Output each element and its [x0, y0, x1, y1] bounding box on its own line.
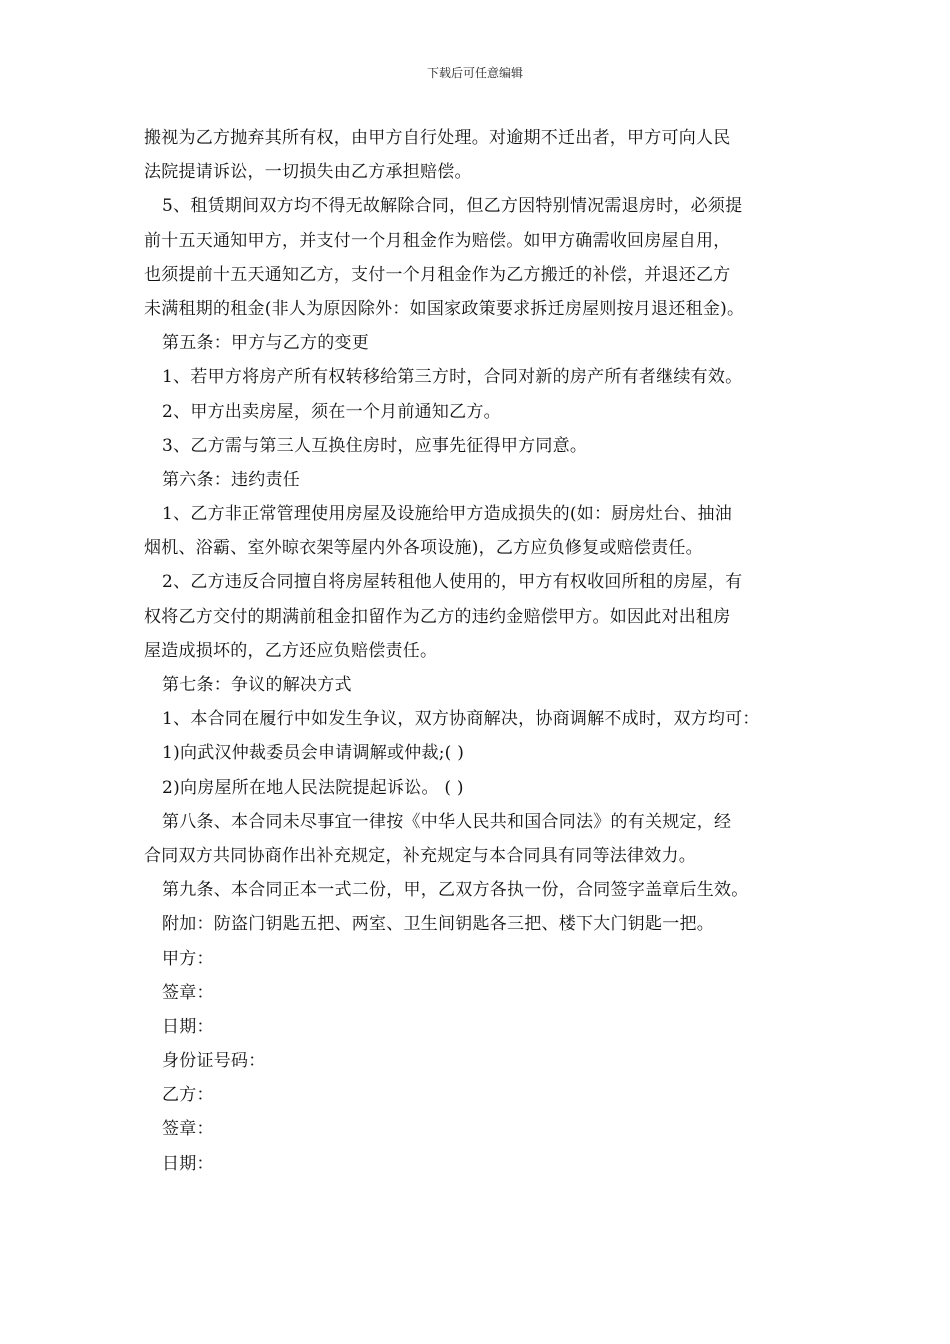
paragraph-line: 未满租期的租金(非人为原因除外：如国家政策要求拆迁房屋则按月退还租金)。	[144, 298, 745, 319]
download-note-header: 下载后可任意编辑	[426, 66, 523, 80]
paragraph-line: 搬视为乙方抛弃其所有权，由甲方自行处理。对逾期不迁出者，甲方可向人民	[144, 128, 731, 148]
section-heading: 第八条、本合同未尽事宜一律按《中华人民共和国合同法》的有关规定，经	[162, 811, 732, 832]
paragraph-line: 1、本合同在履行中如发生争议，双方协商解决，协商调解不成时，双方均可：	[162, 709, 760, 730]
id-number-label: 身份证号码：	[162, 1051, 266, 1072]
paragraph-line: 也须提前十五天通知乙方，支付一个月租金作为乙方搬迁的补偿，并退还乙方	[144, 264, 731, 285]
paragraph-line: 法院提请诉讼，一切损失由乙方承担赔偿。	[144, 162, 472, 183]
paragraph-line: 1、乙方非正常管理使用房屋及设施给甲方造成损失的(如：厨房灶台、抽油	[162, 504, 732, 525]
section-heading: 第六条：违约责任	[162, 469, 300, 490]
paragraph-line: 1、若甲方将房产所有权转移给第三方时，合同对新的房产所有者继续有效。	[162, 367, 743, 388]
paragraph-line: 3、乙方需与第三人互换住房时，应事先征得甲方同意。	[162, 435, 588, 456]
contract-body	[144, 121, 806, 1181]
signature-label: 签章：	[162, 982, 214, 1003]
paragraph-line: 前十五天通知甲方，并支付一个月租金作为赔偿。如甲方确需收回房屋自用，	[144, 230, 731, 251]
paragraph-line: 1)向武汉仲裁委员会申请调解或仲裁;( )	[162, 743, 465, 764]
paragraph-line: 附加：防盗门钥匙五把、两室、卫生间钥匙各三把、楼下大门钥匙一把。	[162, 914, 714, 935]
paragraph-line: 烟机、浴霸、室外晾衣架等屋内外各项设施)，乙方应负修复或赔偿责任。	[144, 538, 703, 559]
section-heading: 第九条、本合同正本一式二份，甲，乙双方各执一份，合同签字盖章后生效。	[162, 880, 749, 901]
date-label: 日期：	[162, 1016, 214, 1037]
paragraph-line: 合同双方共同协商作出补充规定，补充规定与本合同具有同等法律效力。	[144, 845, 696, 866]
section-heading: 第七条：争议的解决方式	[162, 675, 352, 695]
party-a-label: 甲方：	[162, 948, 214, 969]
section-heading: 第五条：甲方与乙方的变更	[162, 333, 369, 354]
paragraph-line: 2)向房屋所在地人民法院提起诉讼。 ( )	[162, 777, 464, 798]
paragraph-line: 2、乙方违反合同擅自将房屋转租他人使用的，甲方有权收回所租的房屋，有	[162, 572, 743, 593]
paragraph-line: 2、甲方出卖房屋，须在一个月前通知乙方。	[162, 401, 501, 422]
paragraph-line: 权将乙方交付的期满前租金扣留作为乙方的违约金赔偿甲方。如因此对出租房	[144, 606, 731, 627]
signature-label: 签章：	[162, 1119, 214, 1140]
date-label: 日期：	[162, 1153, 214, 1174]
paragraph-line: 屋造成损坏的，乙方还应负赔偿责任。	[144, 640, 438, 661]
paragraph-line: 5、租赁期间双方均不得无故解除合同，但乙方因特别情况需退房时，必须提	[162, 196, 743, 217]
party-b-label: 乙方：	[162, 1085, 214, 1106]
